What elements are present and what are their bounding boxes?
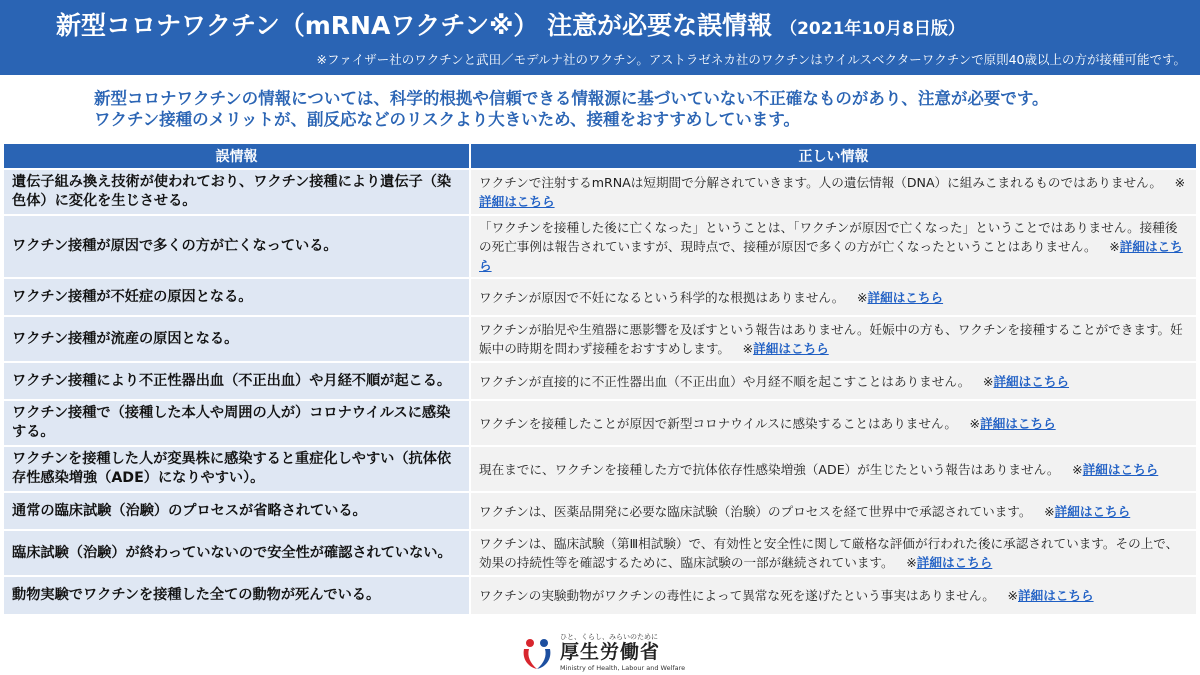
myth-cell: ワクチン接種が不妊症の原因となる。 bbox=[4, 278, 470, 316]
myth-cell: ワクチン接種により不正性器出血（不正出血）や月経不順が起こる。 bbox=[4, 362, 470, 400]
fact-cell bbox=[470, 576, 1196, 614]
fact-cell bbox=[470, 446, 1196, 492]
details-link[interactable]: 詳細はこちら bbox=[993, 373, 1070, 389]
mhlw-logo bbox=[520, 633, 690, 673]
fact-cell bbox=[470, 316, 1196, 362]
fact-cell bbox=[470, 492, 1196, 530]
myth-cell: 臨床試験（治験）が終わっていないので安全性が確認されていない。 bbox=[4, 530, 470, 576]
title-date: （2021年10月8日版） bbox=[780, 19, 965, 39]
logo-name: 厚生労働省 bbox=[560, 641, 661, 663]
logo-english: Ministry of Health, Labour and Welfare bbox=[560, 664, 686, 672]
details-link[interactable]: 詳細はこちら bbox=[916, 555, 993, 570]
table-row bbox=[4, 400, 1196, 446]
fact-cell bbox=[470, 278, 1196, 316]
intro-text bbox=[94, 88, 1194, 130]
fact-text: 「ワクチンを接種した後に亡くなった」ということは、「ワクチンが原因で亡くなった」ということではありません。接種後の死亡事例は報告されていますが、現時点で、接種が原因で多くの方が亡くなったということはありません。 bbox=[479, 220, 1178, 254]
fact-cell bbox=[470, 169, 1196, 215]
myth-cell: 通常の臨床試験（治験）のプロセスが省略されている。 bbox=[4, 492, 470, 530]
details-link[interactable]: 詳細はこちら bbox=[1018, 588, 1094, 603]
table-row bbox=[4, 278, 1196, 316]
details-link[interactable]: 詳細はこちら bbox=[1082, 461, 1159, 477]
page-title bbox=[56, 6, 965, 46]
link-prefix: ※ bbox=[1072, 461, 1083, 477]
table-row bbox=[4, 446, 1196, 492]
table-row bbox=[4, 316, 1196, 362]
details-link[interactable]: 詳細はこちら bbox=[753, 341, 829, 356]
link-prefix: ※ bbox=[1007, 588, 1018, 603]
myth-cell: ワクチン接種が原因で多くの方が亡くなっている。 bbox=[4, 215, 470, 278]
fact-text: ワクチンが胎児や生殖器に悪影響を及ぼすという報告はありません。妊娠中の方も、ワクチンを接種することができます。妊娠中の時期を問わず接種をおすすめします。 bbox=[479, 322, 1183, 356]
table-row bbox=[4, 576, 1196, 614]
header-fact: 正しい情報 bbox=[470, 144, 1196, 169]
table-row bbox=[4, 530, 1196, 576]
fact-text: ワクチンを接種したことが原因で新型コロナウイルスに感染することはありません。 bbox=[479, 415, 957, 431]
myth-cell: ワクチンを接種した人が変異株に感染すると重症化しやすい（抗体依存性感染増強（ADE）になりやすい）。 bbox=[4, 446, 470, 492]
myth-cell: 遺伝子組み換え技術が使われており、ワクチン接種により遺伝子（染色体）に変化を生じさせる。 bbox=[4, 169, 470, 215]
details-link[interactable]: 詳細はこちら bbox=[980, 415, 1056, 431]
link-prefix: ※ bbox=[906, 555, 917, 570]
details-link[interactable]: 詳細はこちら bbox=[479, 194, 555, 209]
fact-text: ワクチンの実験動物がワクチンの毒性によって異常な死を遂げたという事実はありません。 bbox=[479, 588, 995, 603]
intro-line-2: ワクチン接種のメリットが、副反応などのリスクより大きいため、接種をおすすめしています。 bbox=[94, 110, 800, 129]
vaccine-note: ※ファイザー社のワクチンと武田／モデルナ社のワクチン。アストラゼネカ社のワクチンはウイルスベクターワクチンで原則40歳以上の方が接種可能です。 bbox=[316, 52, 1186, 67]
fact-cell bbox=[470, 362, 1196, 400]
fact-text: 現在までに、ワクチンを接種した方で抗体依存性感染増強（ADE）が生じたという報告はありません。 bbox=[479, 461, 1060, 477]
fact-text: ワクチンが原因で不妊になるという科学的な根拠はありません。 bbox=[479, 289, 845, 305]
myth-cell: ワクチン接種で（接種した本人や周囲の人が）コロナウイルスに感染する。 bbox=[4, 400, 470, 446]
fact-cell bbox=[470, 400, 1196, 446]
table-header-row bbox=[4, 144, 1196, 169]
misinformation-table bbox=[4, 144, 1196, 614]
link-prefix: ※ bbox=[1109, 239, 1120, 254]
table-row bbox=[4, 492, 1196, 530]
link-prefix: ※ bbox=[1044, 503, 1055, 519]
mhlw-emblem-icon bbox=[520, 637, 554, 671]
fact-cell bbox=[470, 215, 1196, 278]
link-prefix: ※ bbox=[969, 415, 981, 431]
fact-cell bbox=[470, 530, 1196, 576]
link-prefix: ※ bbox=[1174, 175, 1186, 190]
myth-cell: 動物実験でワクチンを接種した全ての動物が死んでいる。 bbox=[4, 576, 470, 614]
logo-tagline: ひと、くらし、みらいのために bbox=[560, 633, 658, 641]
fact-text: ワクチンは、臨床試験（第Ⅲ相試験）で、有効性と安全性に関して厳格な評価が行われた後に承認されています。その上で、効果の持続性等を確認するために、臨床試験の一部が継続されています。 bbox=[479, 536, 1179, 570]
table-body bbox=[4, 169, 1196, 614]
intro-line-1: 新型コロナワクチンの情報については、科学的根拠や信頼できる情報源に基づいていない不正確なものがあり、注意が必要です。 bbox=[94, 89, 1049, 108]
header-banner bbox=[0, 0, 1200, 75]
details-link[interactable]: 詳細はこちら bbox=[867, 289, 944, 305]
header-myth: 誤情報 bbox=[4, 144, 470, 169]
link-prefix: ※ bbox=[982, 373, 994, 389]
link-prefix: ※ bbox=[856, 289, 868, 305]
table-row bbox=[4, 215, 1196, 278]
details-link[interactable]: 詳細はこちら bbox=[479, 239, 1183, 273]
myth-cell: ワクチン接種が流産の原因となる。 bbox=[4, 316, 470, 362]
table-row bbox=[4, 362, 1196, 400]
details-link[interactable]: 詳細はこちら bbox=[1054, 503, 1131, 519]
title-text: 新型コロナワクチン（mRNAワクチン※） 注意が必要な誤情報 bbox=[56, 11, 773, 40]
fact-text: ワクチンで注射するmRNAは短期間で分解されていきます。人の遺伝情報（DNA）に組みこまれるものではありません。 bbox=[479, 175, 1162, 190]
table-row bbox=[4, 169, 1196, 215]
fact-text: ワクチンが直接的に不正性器出血（不正出血）や月経不順を起こすことはありません。 bbox=[479, 373, 971, 389]
fact-text: ワクチンは、医薬品開発に必要な臨床試験（治験）のプロセスを経て世界中で承認されています。 bbox=[479, 503, 1032, 519]
link-prefix: ※ bbox=[742, 341, 754, 356]
